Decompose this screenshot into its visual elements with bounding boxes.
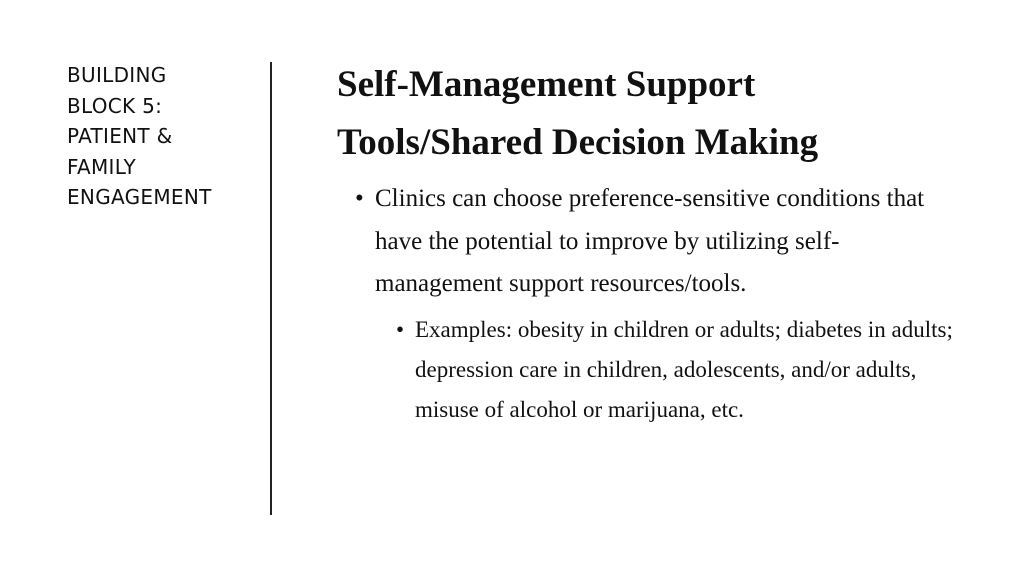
section-title-line: FAMILY: [67, 154, 137, 179]
section-title: [67, 60, 257, 213]
slide-heading-line: Tools/Shared Decision Making: [337, 122, 819, 163]
section-title-line: ENGAGEMENT: [67, 185, 212, 209]
bullet-dot: •: [355, 185, 364, 212]
section-title-line: BUILDING: [67, 63, 167, 87]
slide-heading: [337, 56, 987, 172]
sub-bullet-item: [396, 310, 975, 430]
section-title-line: PATIENT &: [67, 124, 173, 148]
bullet-text: Clinics can choose preference-sensitive conditions that have the potential to improve by utilizing self-management support resources/tools.: [375, 185, 925, 297]
slide-content: [337, 56, 987, 430]
vertical-divider: [270, 62, 272, 515]
sub-bullet-dot: •: [396, 316, 405, 342]
bullet-list: [337, 178, 987, 430]
sub-bullet-text: Examples: obesity in children or adults; diabetes in adults; depression care in children, adolescents, and/or adults, misuse of alcohol or marijuana, etc.: [415, 316, 953, 422]
slide-heading-line: Self-Management Support: [337, 64, 756, 105]
bullet-item: [355, 178, 965, 306]
section-title-line: BLOCK 5:: [67, 93, 163, 118]
